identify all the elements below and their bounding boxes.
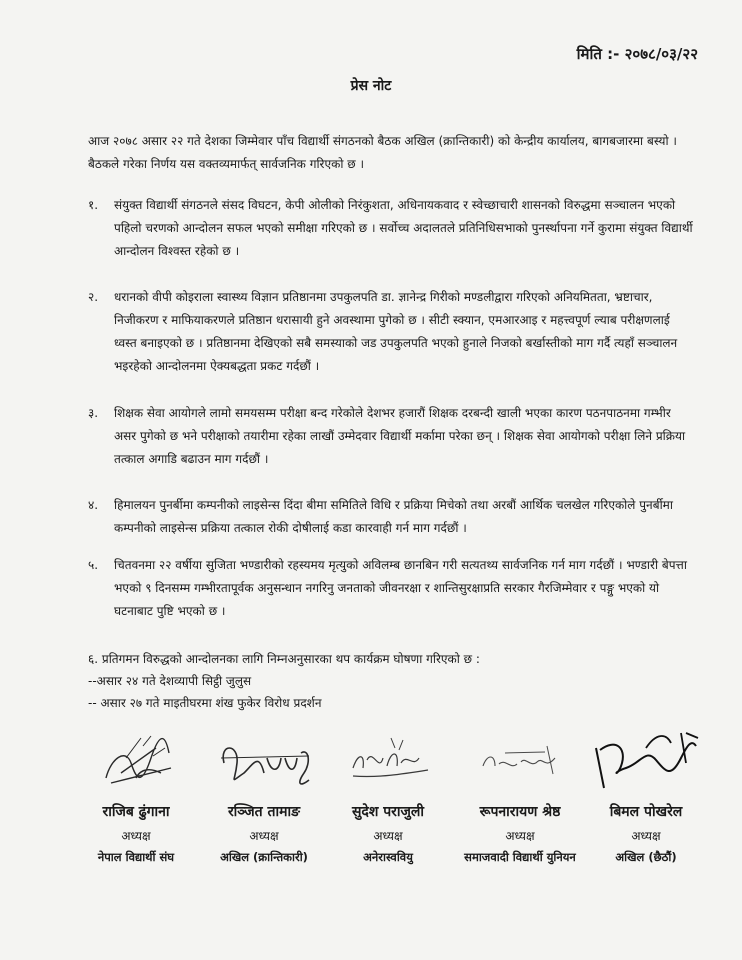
point-number: १. [88, 198, 99, 212]
date-line: मिति :- २०७८/०३/२२ [576, 45, 698, 63]
signatory-name: सुदेश पराजुली [351, 804, 425, 820]
point-text: शिक्षक सेवा आयोगले लामो समयसम्म परीक्षा बन्द गरेकोले देशभर हजारौं शिक्षक दरबन्दी खाली भएका कारण पठनपाठनमा गम्भीर असर पुगेको छ भने परीक्षाको तयारीमा रहेका लाखौं उम्मेदवार विद्यार्थी मर्कामा परेका छन् । शिक्षक सेवा आयोगको परीक्षा लिने प्रक्रिया तत्काल अगाडि बढाउन माग गर्दछौं । [114, 406, 686, 466]
point-number: २. [88, 290, 99, 304]
point-4 [88, 494, 696, 540]
point-3 [88, 402, 696, 471]
point-number: ३. [88, 406, 99, 420]
signatory-name: बिमल पोखरेल [609, 804, 683, 820]
signatory-name: रञ्जित तामाङ [227, 804, 301, 820]
intro-paragraph: आज २०७८ असार २२ गते देशका जिम्मेवार पाँच विद्यार्थी संगठनको बैठक अखिल (क्रान्तिकारी) को केन्द्रीय कार्यालय, बागबजारमा बस्यो । बैठकले गरेका निर्णय यस वक्तव्यमार्फत् सार्वजनिक गरिएको छ । [88, 134, 677, 171]
signatory-org: अखिल (छैठौं) [615, 850, 677, 864]
handwritten-signature [586, 718, 706, 798]
point-1 [88, 194, 696, 263]
signatures-block [70, 718, 712, 948]
document-title: प्रेस नोट [350, 78, 392, 94]
signatory-1 [70, 718, 202, 865]
program-item: -- असार २७ गते माइतीघरमा शंख फुकेर विरोध प्रदर्शन [88, 696, 322, 710]
signatory-name: रूपनारायण श्रेष्ठ [479, 804, 561, 820]
point-number: ४. [88, 498, 99, 512]
signatory-4 [454, 718, 586, 865]
point-5 [88, 554, 696, 623]
signatory-3 [322, 718, 454, 865]
signatory-role: अध्यक्ष [249, 829, 279, 843]
point-text: चितवनमा २२ वर्षीया सुजिता भण्डारीको रहस्यमय मृत्युको अविलम्ब छानबिन गरी सत्यतथ्य सार्वजनिक गर्न माग गर्दछौं । भण्डारी बेपत्ता भएको ९ दिनसम्म गम्भीरतापूर्वक अनुसन्धान नगरिनु जनताको जीवनरक्षा र शान्तिसुरक्षाप्रति सरकार गैरजिम्मेवार र पङ्गु भएको यो घटनाबाट पुष्टि भएको छ । [114, 558, 687, 618]
signatory-org: अखिल (क्रान्तिकारी) [220, 850, 308, 864]
signatory-role: अध्यक्ष [373, 829, 403, 843]
signatory-2 [198, 718, 330, 865]
handwritten-signature [81, 718, 191, 798]
handwritten-signature [465, 718, 575, 798]
program-heading: ६. प्रतिगमन विरुद्धको आन्दोलनका लागि निम्नअनुसारका थप कार्यक्रम घोषणा गरिएको छ : [88, 652, 480, 666]
point-text: धरानको वीपी कोइराला स्वास्थ्य विज्ञान प्रतिष्ठानमा उपकुलपति डा. ज्ञानेन्द्र गिरीको मण्डलीद्वारा गरिएको अनियमितता, भ्रष्टाचार, निजीकरण र माफियाकरणले प्रतिष्ठान धरासायी हुने अवस्थामा पुगेको छ । सीटी स्क्यान, एमआरआइ र महत्त्वपूर्ण ल्याब परीक्षणलाई ध्वस्त बनाइएको छ । प्रतिष्ठानमा देखिएको सबै समस्याको जड उपकुलपति भएको हुनाले निजको बर्खास्तीको माग गर्दै त्यहाँ सञ्चालन भइरहेको आन्दोलनमा ऐक्यबद्धता प्रकट गर्दछौं । [114, 290, 678, 373]
signatory-org: नेपाल विद्यार्थी संघ [97, 850, 175, 864]
signatory-role: अध्यक्ष [631, 829, 661, 843]
signatory-5 [580, 718, 712, 865]
point-text: संयुक्त विद्यार्थी संगठनले संसद विघटन, केपी ओलीको निरंकुशता, अधिनायकवाद र स्वेच्छाचारी शासनको विरुद्धमा सञ्चालन भएको पहिलो चरणको आन्दोलन सफल भएको समीक्षा गरिएको छ । सर्वोच्च अदालतले प्रतिनिधिसभाको पुनर्स्थापना गर्ने कुरामा संयुक्त विद्यार्थी आन्दोलन विश्वस्त रहेको छ । [114, 198, 693, 258]
signatory-org: अनेरास्ववियु [363, 850, 413, 864]
point-number: ५. [88, 558, 99, 572]
point-text: हिमालयन पुनर्बीमा कम्पनीको लाइसेन्स दिंदा बीमा समितिले विधि र प्रक्रिया मिचेको तथा अरबौं आर्थिक चलखेल गरिएकोले पुनर्बीमा कम्पनीको लाइसेन्स प्रक्रिया तत्काल रोकी दोषीलाई कडा कारवाही गर्न माग गर्दछौं । [114, 498, 673, 535]
signatory-name: राजिब ढुंगाना [102, 804, 170, 820]
handwritten-signature [333, 718, 443, 798]
signatory-org: समाजवादी विद्यार्थी युनियन [464, 850, 576, 864]
program-item: --असार २४ गते देशव्यापी सिट्ठी जुलुस [88, 674, 252, 688]
point-2 [88, 286, 696, 378]
handwritten-signature [209, 718, 319, 798]
signatory-role: अध्यक्ष [505, 829, 535, 843]
signatory-role: अध्यक्ष [121, 829, 151, 843]
program-section [88, 648, 696, 714]
